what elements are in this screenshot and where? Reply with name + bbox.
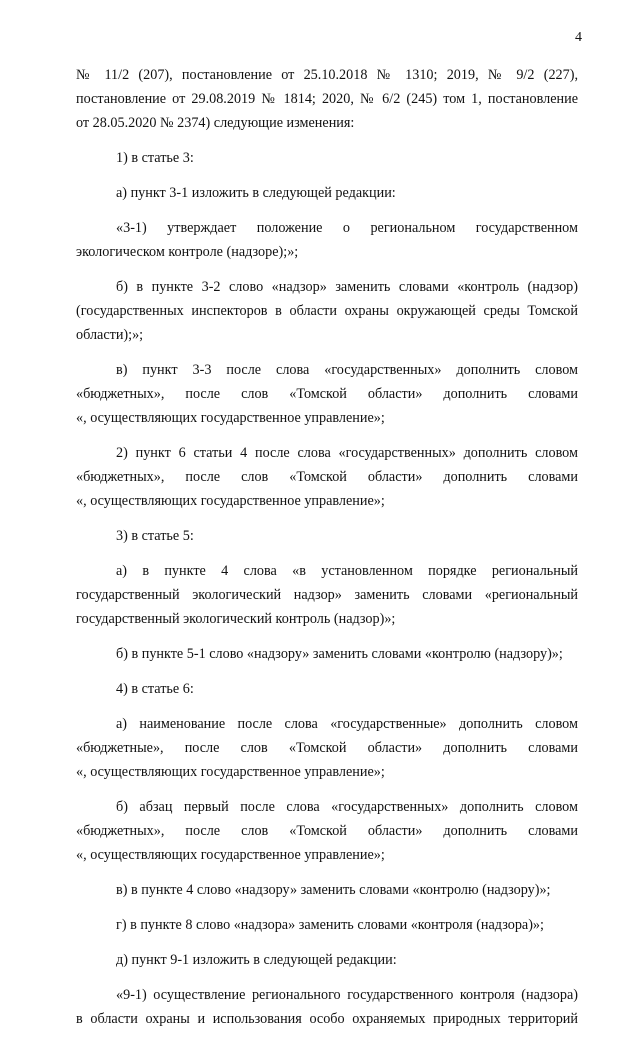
paragraph: [76, 63, 578, 135]
text-line: в области охраны и использования особо охраняемых природных территорий: [76, 1011, 578, 1027]
paragraph: [76, 677, 578, 701]
text-line: от 28.05.2020 № 2374) следующие изменения:: [76, 115, 355, 131]
text-line: д) пункт 9-1 изложить в следующей редакции:: [116, 952, 397, 968]
paragraph: [76, 559, 578, 631]
text-line: в) пункт 3-3 после слова «государственных» дополнить словом: [116, 362, 578, 378]
paragraph: [76, 524, 578, 548]
paragraph: [76, 878, 578, 902]
text-line: «, осуществляющих государственное управление»;: [76, 410, 385, 426]
paragraph: [76, 146, 578, 170]
text-line: экологическом контроле (надзоре);»;: [76, 244, 299, 260]
paragraph: [76, 642, 578, 666]
paragraph: [76, 948, 578, 972]
text-line: а) пункт 3-1 изложить в следующей редакции:: [116, 185, 396, 201]
text-line: области);»;: [76, 327, 144, 343]
text-line: а) в пункте 4 слова «в установленном порядке региональный: [116, 563, 578, 579]
paragraph: [76, 181, 578, 205]
paragraph: [76, 216, 578, 264]
text-line: государственный экологический контроль (надзор)»;: [76, 611, 396, 627]
paragraph: [76, 358, 578, 430]
paragraph: [76, 795, 578, 867]
paragraph: [76, 913, 578, 937]
text-line: «3-1) утверждает положение о региональном государственном: [116, 220, 578, 236]
text-line: «, осуществляющих государственное управление»;: [76, 493, 385, 509]
paragraph: [76, 275, 578, 347]
text-line: б) в пункте 5-1 слово «надзору» заменить словами «контролю (надзору)»;: [116, 646, 563, 662]
document-body: [76, 63, 578, 1042]
text-line: «, осуществляющих государственное управление»;: [76, 847, 385, 863]
text-line: г) в пункте 8 слово «надзора» заменить словами «контроля (надзора)»;: [116, 917, 544, 933]
text-line: № 11/2 (207), постановление от 25.10.2018 № 1310; 2019, № 9/2 (227),: [76, 67, 578, 83]
text-line: «бюджетные», после слов «Томской области» дополнить словами: [76, 740, 578, 756]
text-line: 3) в статье 5:: [116, 528, 194, 544]
text-line: 1) в статье 3:: [116, 150, 194, 166]
text-line: «9-1) осуществление регионального государственного контроля (надзора): [116, 987, 578, 1003]
text-line: «бюджетных», после слов «Томской области» дополнить словами: [76, 386, 578, 402]
text-line: государственный экологический надзор» заменить словами «региональный: [76, 587, 578, 603]
paragraph: [76, 441, 578, 513]
text-line: (государственных инспекторов в области охраны окружающей среды Томской: [76, 303, 578, 319]
text-line: «бюджетных», после слов «Томской области» дополнить словами: [76, 823, 578, 839]
text-line: б) абзац первый после слова «государственных» дополнить словом: [116, 799, 578, 815]
paragraph: [76, 712, 578, 784]
text-line: постановление от 29.08.2019 № 1814; 2020, № 6/2 (245) том 1, постановление: [76, 91, 578, 107]
text-line: «, осуществляющих государственное управление»;: [76, 764, 385, 780]
text-line: 2) пункт 6 статьи 4 после слова «государственных» дополнить словом: [116, 445, 578, 461]
text-line: 4) в статье 6:: [116, 681, 194, 697]
paragraph: [76, 983, 578, 1031]
page-number: 4: [575, 30, 582, 45]
text-line: а) наименование после слова «государственные» дополнить словом: [116, 716, 578, 732]
text-line: б) в пункте 3-2 слово «надзор» заменить словами «контроль (надзор): [116, 279, 578, 295]
text-line: «бюджетных», после слов «Томской области» дополнить словами: [76, 469, 578, 485]
text-line: в) в пункте 4 слово «надзору» заменить словами «контролю (надзору)»;: [116, 882, 551, 898]
